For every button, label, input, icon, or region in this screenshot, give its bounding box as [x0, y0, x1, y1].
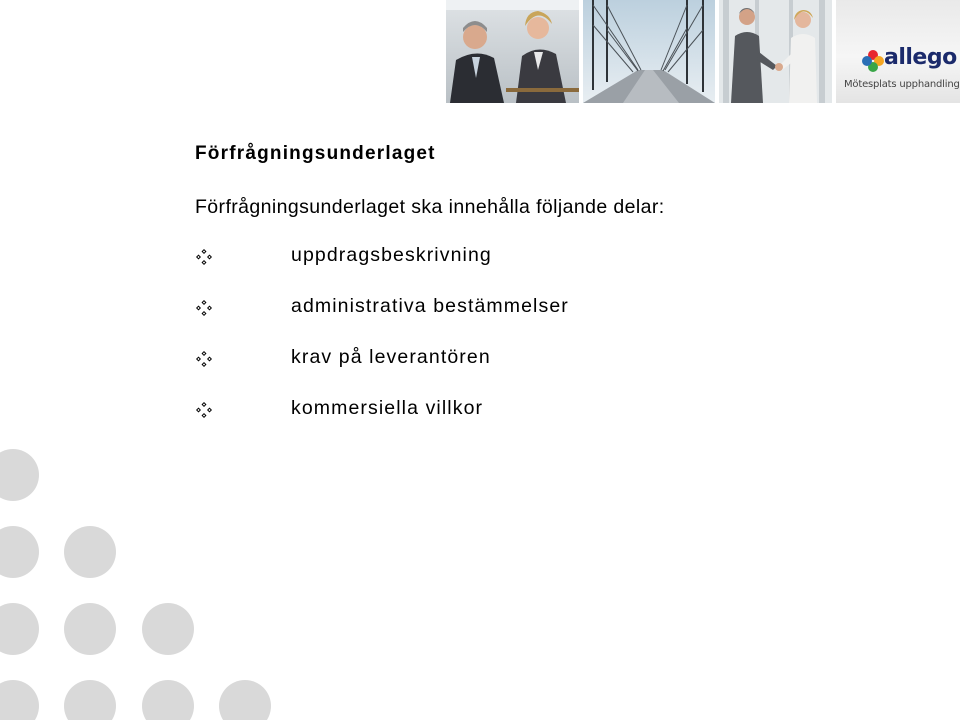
logo-wordmark: allego	[884, 45, 957, 70]
diamond-bullet-icon	[195, 401, 213, 419]
allego-logo[interactable]	[836, 0, 960, 103]
photo-business-people	[446, 0, 579, 103]
decor-dot	[142, 603, 194, 655]
diamond-bullet-icon	[195, 350, 213, 368]
logo-tagline: Mötesplats upphandling	[844, 79, 960, 90]
bullet-text: administrativa bestämmelser	[291, 295, 569, 317]
decor-dot	[64, 603, 116, 655]
intro-text: Förfrågningsunderlaget ska innehålla följande delar:	[195, 196, 665, 218]
decor-dot	[0, 680, 39, 720]
diamond-bullet-icon	[195, 248, 213, 266]
header-photo-strip	[446, 0, 960, 103]
photo-handshake	[719, 0, 832, 103]
decor-dot	[219, 680, 271, 720]
bullet-text: uppdragsbeskrivning	[291, 244, 492, 266]
page-title: Förfrågningsunderlaget	[195, 143, 436, 164]
allego-logo-mark-icon	[862, 50, 884, 72]
bullet-text: krav på leverantören	[291, 346, 491, 368]
diamond-bullet-icon	[195, 299, 213, 317]
decorative-dot-pattern	[0, 448, 300, 720]
decor-dot	[0, 526, 39, 578]
bullet-text: kommersiella villkor	[291, 397, 484, 419]
decor-dot	[64, 680, 116, 720]
photo-bridge	[583, 0, 715, 103]
decor-dot	[0, 449, 39, 501]
decor-dot	[64, 526, 116, 578]
decor-dot	[0, 603, 39, 655]
decor-dot	[142, 680, 194, 720]
